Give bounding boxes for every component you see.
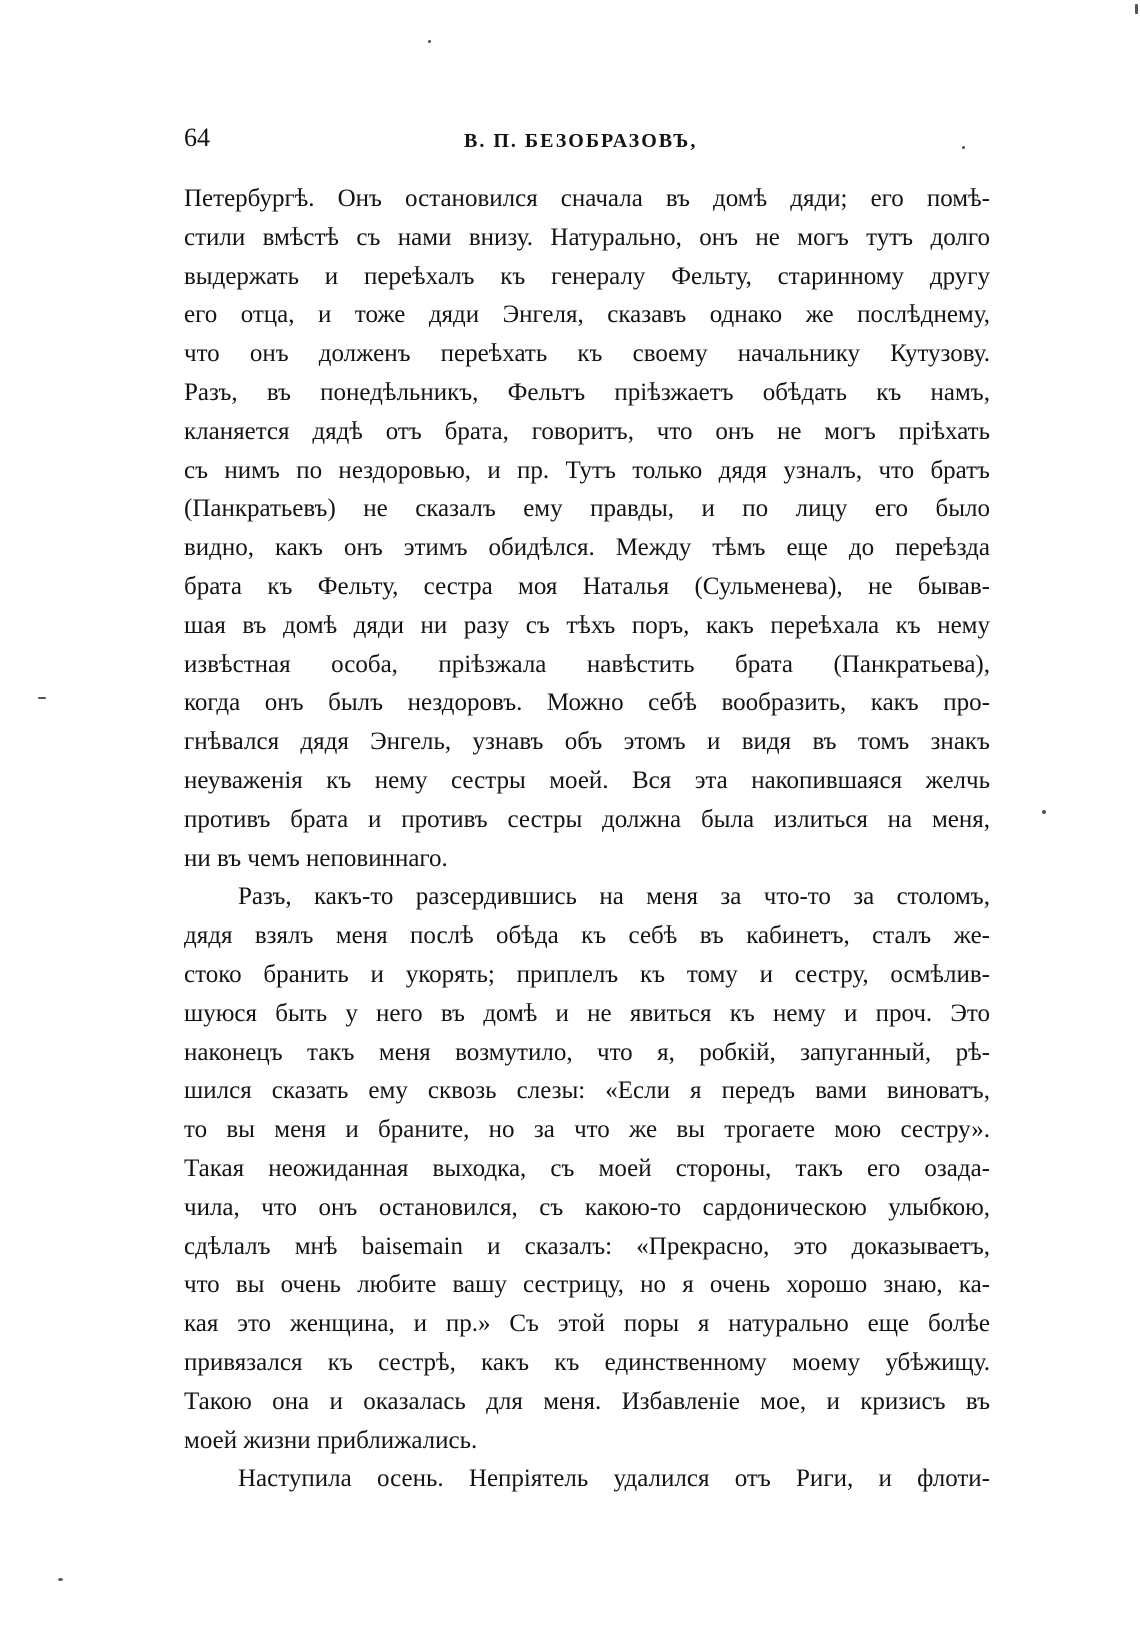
text-line: видно, какъ онъ этимъ обидѣлся. Между тѣмъ еще до переѣзда [184,534,990,562]
text-line: неуваженія къ нему сестры моей. Вся эта накопившаяся желчь [184,766,990,794]
text-line: ни въ чемъ неповиннаго. [184,844,448,872]
text-line: Разъ, въ понедѣльникъ, Фельтъ пріѣзжаетъ обѣдать къ намъ, [184,378,990,406]
text-line: выдержать и переѣхалъ къ генералу Фельту, старинному другу [184,262,990,290]
text-line: кланяется дядѣ отъ брата, говоритъ, что онъ не могъ пріѣхать [184,417,990,445]
text-line: Такою она и оказалась для меня. Избавленіе мое, и кризисъ въ [184,1387,990,1415]
text-line: Разъ, какъ-то разсердившись на меня за что-то за столомъ, [238,883,990,911]
text-line: то вы меня и браните, но за что же вы трогаете мою сестру». [184,1116,990,1144]
text-line: моей жизни приближались. [184,1426,478,1454]
page-number: 64 [184,123,210,152]
text-line: противъ брата и противъ сестры должна была излиться на меня, [184,805,990,833]
text-line: что онъ долженъ переѣхать къ своему начальнику Кутузову. [184,340,990,368]
text-line: Такая неожиданная выходка, съ моей стороны, такъ его озада- [184,1154,990,1182]
text-line: Наступила осень. Непріятель удалился отъ Риги, и флоти- [238,1465,990,1493]
running-head [184,118,1000,158]
text-line: чила, что онъ остановился, съ какою-то сардоническою улыбкою, [184,1193,990,1221]
running-title: В. П. БЕЗОБРАЗОВЪ, [464,130,698,152]
text-line: привязался къ сестрѣ, какъ къ единственному моему убѣжищу. [184,1348,990,1376]
body-text [184,180,990,1499]
text-line: шуюся быть у него въ домѣ и не явиться къ нему и проч. Это [184,999,990,1027]
text-line: когда онъ былъ нездоровъ. Можно себѣ вообразить, какъ про- [184,689,990,717]
text-line: что вы очень любите вашу сестрицу, но я очень хорошо знаю, ка- [184,1271,990,1299]
text-line: гнѣвался дядя Энгель, узнавъ объ этомъ и видя въ томъ знакъ [184,728,990,756]
scan-speck [428,40,431,43]
text-line: шая въ домѣ дяди ни разу съ тѣхъ поръ, какъ переѣхала къ нему [184,611,990,639]
scan-speck [962,146,965,149]
text-line: его отца, и тоже дяди Энгеля, сказавъ однако же послѣднему, [184,301,990,329]
text-line: дядя взялъ меня послѣ обѣда къ себѣ въ кабинетъ, сталъ же- [184,922,990,950]
text-line: Петербургѣ. Онъ остановился сначала въ домѣ дяди; его помѣ- [184,185,990,212]
text-line: (Панкратьевъ) не сказалъ ему правды, и по лицу его было [184,495,990,523]
text-line: съ нимъ по нездоровью, и пр. Тутъ только дядя узналъ, что братъ [184,456,990,484]
text-line: извѣстная особа, пріѣзжала навѣстить брата (Панкратьева), [184,650,990,678]
text-line: сдѣлалъ мнѣ baisemain и сказалъ: «Прекрасно, это доказываетъ, [184,1232,990,1260]
text-line: наконецъ такъ меня возмутило, что я, робкій, запуганный, рѣ- [184,1038,990,1066]
text-line: шился сказать ему сквозь слезы: «Если я передъ вами виноватъ, [184,1077,990,1105]
scan-speck [1135,4,1138,14]
text-line: брата къ Фельту, сестра моя Наталья (Сульменева), не бывав- [184,572,990,600]
text-line: стоко бранить и укорять; приплелъ къ тому и сестру, осмѣлив- [184,960,990,988]
text-line: кая это женщина, и пр.» Съ этой поры я натурально еще болѣе [184,1310,990,1338]
text-line: стили вмѣстѣ съ нами внизу. Натурально, онъ не могъ тутъ долго [184,223,990,251]
scan-speck [38,697,46,699]
scan-speck [1042,810,1046,814]
scan-speck [58,1578,63,1581]
